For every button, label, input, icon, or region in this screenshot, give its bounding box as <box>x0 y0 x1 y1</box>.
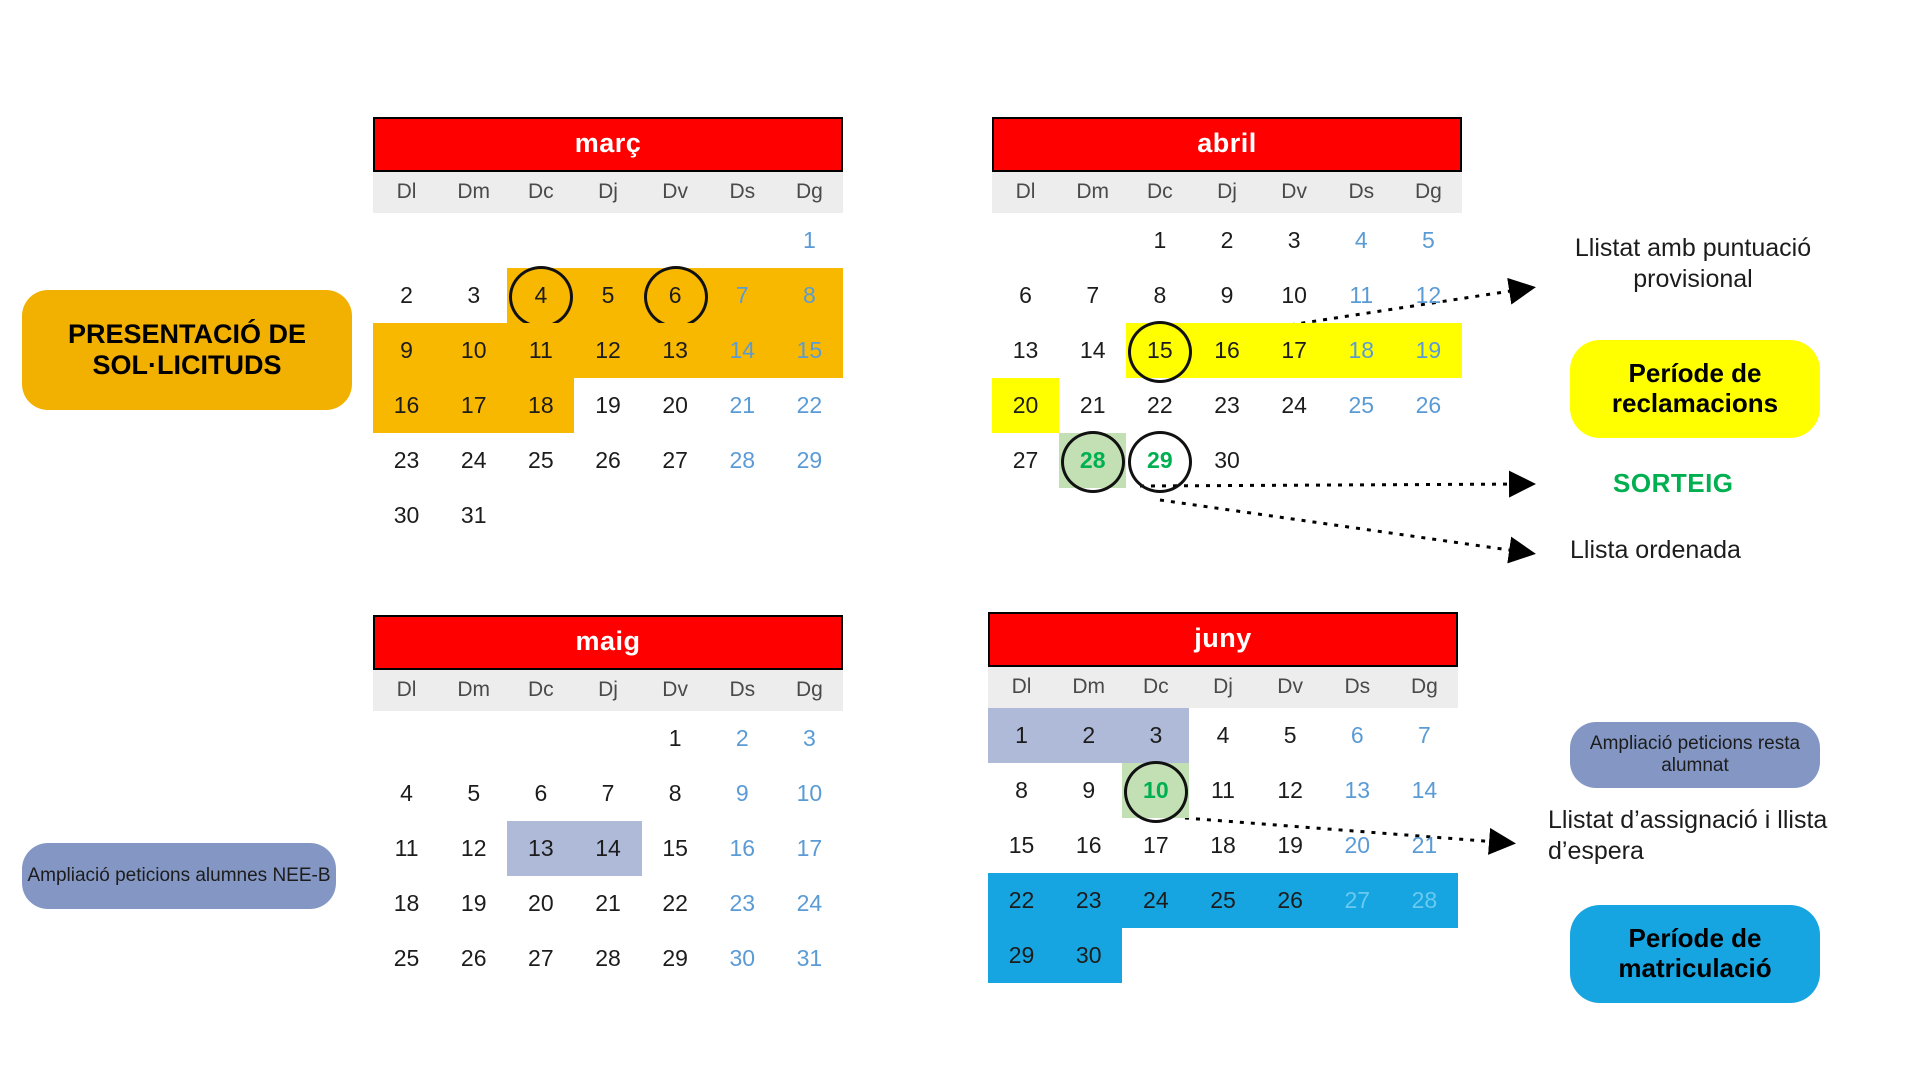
day-cell: 4 <box>1354 227 1368 253</box>
day-cell: 16 <box>1075 832 1102 858</box>
weekday-header: Dg <box>1395 172 1462 213</box>
day-cell: 8 <box>1015 777 1028 803</box>
day-cell-empty <box>709 488 776 543</box>
day-cell: 7 <box>1418 722 1431 748</box>
label-llistat-assignacio <box>1548 805 1848 868</box>
circle-annotation-icon <box>509 266 573 328</box>
circle-annotation-icon <box>1128 431 1192 493</box>
day-cell-empty <box>709 213 776 268</box>
day-cell: 10 <box>1122 763 1189 818</box>
day-cell: 21 <box>1079 392 1106 418</box>
weekday-header: Dv <box>1257 667 1324 708</box>
day-cell: 11 <box>394 835 419 861</box>
day-cell: 12 <box>574 323 641 378</box>
day-cell: 12 <box>1277 777 1303 803</box>
weekday-header: Dm <box>1055 667 1122 708</box>
day-cell: 10 <box>796 780 823 806</box>
day-cell: 29 <box>796 447 823 473</box>
day-cell: 23 <box>729 890 756 916</box>
calendar-title-maig: maig <box>373 615 843 670</box>
label-periode-matriculacio-text: Període de matriculació <box>1618 923 1772 983</box>
label-llista-ordenada-text: Llista ordenada <box>1570 536 1741 564</box>
day-cell: 2 <box>1220 227 1234 253</box>
day-cell: 9 <box>1082 777 1096 803</box>
day-cell: 29 <box>662 945 688 971</box>
label-llistat-assignacio-text: Llistat d’assignació i llista d’espera <box>1548 806 1828 866</box>
label-llista-ordenada <box>1570 535 1900 566</box>
weekday-header: Dc <box>507 670 574 711</box>
day-cell: 24 <box>1281 392 1307 418</box>
day-cell: 28 <box>729 447 756 473</box>
day-cell: 27 <box>662 447 688 473</box>
day-cell: 23 <box>393 447 420 473</box>
day-cell: 18 <box>1210 832 1236 858</box>
label-ampliacio-nee <box>22 843 336 909</box>
label-sorteig-text: SORTEIG <box>1613 468 1734 498</box>
day-cell: 13 <box>642 323 709 378</box>
day-cell-empty <box>507 213 574 268</box>
day-cell-empty <box>1122 928 1189 983</box>
day-cell: 15 <box>776 323 843 378</box>
day-cell: 9 <box>373 323 440 378</box>
day-cell: 12 <box>460 835 487 861</box>
day-cell: 2 <box>735 725 749 751</box>
day-cell-empty <box>1324 928 1391 983</box>
day-cell: 19 <box>1395 323 1462 378</box>
day-cell: 29 <box>988 928 1055 983</box>
day-cell-empty <box>1257 928 1324 983</box>
weekday-header: Dj <box>1189 667 1256 708</box>
weekday-header: Dg <box>776 172 843 213</box>
day-cell: 17 <box>440 378 507 433</box>
arrow-to-llista-ordenada <box>1160 500 1530 553</box>
day-cell: 18 <box>507 378 574 433</box>
day-cell-empty <box>776 488 843 543</box>
day-cell: 22 <box>796 392 823 418</box>
day-cell: 17 <box>796 835 823 861</box>
day-cell: 17 <box>1143 832 1169 858</box>
day-cell: 14 <box>574 821 641 876</box>
circle-annotation-icon <box>1124 761 1188 823</box>
day-cell: 25 <box>393 945 420 971</box>
day-cell: 14 <box>1079 337 1106 363</box>
day-cell: 5 <box>574 268 641 323</box>
label-ampliacio-nee-text: Ampliació peticions alumnes NEE-B <box>27 865 331 887</box>
calendar-title-abril: abril <box>992 117 1462 172</box>
day-cell: 13 <box>1344 777 1371 803</box>
day-cell: 1 <box>668 725 682 751</box>
day-cell: 20 <box>662 392 688 418</box>
weekday-header: Dl <box>373 670 440 711</box>
calendar-title-juny: juny <box>988 612 1458 667</box>
day-cell: 28 <box>1059 433 1126 488</box>
day-cell: 11 <box>1349 282 1374 308</box>
day-cell: 27 <box>1012 447 1039 473</box>
day-cell-empty <box>574 213 641 268</box>
label-llistat-puntuacio-provisional <box>1528 233 1858 296</box>
day-cell: 3 <box>1287 227 1301 253</box>
day-cell: 7 <box>709 268 776 323</box>
day-cell: 8 <box>1153 282 1167 308</box>
day-cell: 3 <box>467 282 481 308</box>
day-cell-empty <box>1395 433 1462 488</box>
calendar-abril <box>992 117 1462 488</box>
day-cell: 3 <box>1122 708 1189 763</box>
day-cell: 18 <box>393 890 420 916</box>
weekday-header: Ds <box>1324 667 1391 708</box>
day-cell: 26 <box>595 447 621 473</box>
day-cell: 1 <box>803 227 816 253</box>
day-cell: 31 <box>460 502 487 528</box>
day-cell: 1 <box>1153 227 1167 253</box>
weekday-header: Ds <box>1328 172 1395 213</box>
weekday-header: Dv <box>1261 172 1328 213</box>
day-cell: 29 <box>1126 433 1193 488</box>
label-periode-matriculacio <box>1570 905 1820 1003</box>
calendar-title-marc: març <box>373 117 843 172</box>
day-cell: 23 <box>1214 392 1240 418</box>
day-cell: 15 <box>1008 832 1035 858</box>
day-cell: 23 <box>1055 873 1122 928</box>
day-cell: 21 <box>595 890 621 916</box>
day-cell: 5 <box>467 780 481 806</box>
day-cell-empty <box>373 711 440 766</box>
day-cell: 6 <box>642 268 709 323</box>
day-cell: 22 <box>662 890 688 916</box>
day-cell: 2 <box>400 282 413 308</box>
day-cell: 11 <box>1211 777 1235 803</box>
weekday-header: Dc <box>1126 172 1193 213</box>
weekday-header: Dg <box>776 670 843 711</box>
calendar-grid-maig <box>373 670 843 986</box>
day-cell: 6 <box>534 780 548 806</box>
day-cell: 9 <box>735 780 749 806</box>
day-cell: 14 <box>1411 777 1438 803</box>
day-cell: 20 <box>992 378 1059 433</box>
day-cell: 27 <box>1324 873 1391 928</box>
day-cell: 26 <box>460 945 487 971</box>
day-cell: 28 <box>595 945 621 971</box>
day-cell: 25 <box>1348 392 1375 418</box>
day-cell: 1 <box>988 708 1055 763</box>
day-cell: 24 <box>796 890 823 916</box>
day-cell-empty <box>642 213 709 268</box>
weekday-header: Dm <box>440 172 507 213</box>
day-cell: 30 <box>393 502 420 528</box>
day-cell: 8 <box>776 268 843 323</box>
day-cell: 5 <box>1283 722 1297 748</box>
day-cell-empty <box>440 213 507 268</box>
day-cell-empty <box>1328 433 1395 488</box>
day-cell: 6 <box>1350 722 1364 748</box>
day-cell: 11 <box>507 323 574 378</box>
calendar-grid-juny <box>988 667 1458 983</box>
day-cell: 7 <box>1086 282 1100 308</box>
calendar-grid-marc <box>373 172 843 543</box>
day-cell: 24 <box>460 447 487 473</box>
day-cell: 20 <box>1344 832 1371 858</box>
day-cell: 4 <box>507 268 574 323</box>
day-cell: 25 <box>528 447 554 473</box>
day-cell: 30 <box>729 945 756 971</box>
circle-annotation-icon <box>1061 431 1125 493</box>
day-cell: 7 <box>601 780 615 806</box>
day-cell: 12 <box>1415 282 1442 308</box>
day-cell: 22 <box>1147 392 1173 418</box>
day-cell-empty <box>574 488 641 543</box>
day-cell: 16 <box>729 835 756 861</box>
label-periode-reclamacions <box>1570 340 1820 438</box>
weekday-header: Dm <box>440 670 507 711</box>
day-cell: 15 <box>662 835 688 861</box>
day-cell: 24 <box>1122 873 1189 928</box>
day-cell-empty <box>1261 433 1328 488</box>
day-cell: 26 <box>1257 873 1324 928</box>
day-cell: 15 <box>1126 323 1193 378</box>
day-cell: 4 <box>1216 722 1230 748</box>
circle-annotation-icon <box>644 266 708 328</box>
day-cell: 17 <box>1261 323 1328 378</box>
weekday-header: Dc <box>507 172 574 213</box>
day-cell: 19 <box>1277 832 1303 858</box>
day-cell-empty <box>1391 928 1458 983</box>
weekday-header: Dg <box>1391 667 1458 708</box>
day-cell: 13 <box>1012 337 1039 363</box>
label-periode-reclamacions-text: Període de reclamacions <box>1611 358 1779 418</box>
day-cell-empty <box>1059 213 1126 268</box>
label-llistat-puntuacio-text: Llistat amb puntuació provisional <box>1574 234 1812 294</box>
weekday-header: Ds <box>709 670 776 711</box>
day-cell: 18 <box>1328 323 1395 378</box>
day-cell: 3 <box>803 725 816 751</box>
day-cell: 2 <box>1055 708 1122 763</box>
weekday-header: Dc <box>1122 667 1189 708</box>
weekday-header: Dj <box>574 670 641 711</box>
day-cell: 9 <box>1220 282 1234 308</box>
day-cell: 6 <box>1019 282 1032 308</box>
day-cell: 27 <box>528 945 554 971</box>
calendar-juny <box>988 612 1458 983</box>
weekday-header: Dl <box>373 172 440 213</box>
day-cell: 8 <box>668 780 682 806</box>
day-cell-empty <box>992 213 1059 268</box>
day-cell: 30 <box>1214 447 1240 473</box>
day-cell: 31 <box>796 945 823 971</box>
calendar-marc <box>373 117 843 543</box>
label-sorteig <box>1613 468 1734 499</box>
day-cell: 25 <box>1189 873 1256 928</box>
weekday-header: Dv <box>642 670 709 711</box>
day-cell: 14 <box>709 323 776 378</box>
day-cell: 26 <box>1415 392 1442 418</box>
day-cell-empty <box>373 213 440 268</box>
weekday-header: Dv <box>642 172 709 213</box>
day-cell: 22 <box>988 873 1055 928</box>
day-cell-empty <box>507 488 574 543</box>
calendar-maig <box>373 615 843 986</box>
label-ampliacio-resta-text: Ampliació peticions resta alumnat <box>1589 733 1801 776</box>
day-cell: 10 <box>440 323 507 378</box>
weekday-header: Dl <box>992 172 1059 213</box>
day-cell: 21 <box>1411 832 1438 858</box>
weekday-header: Dl <box>988 667 1055 708</box>
day-cell-empty <box>507 711 574 766</box>
weekday-header: Ds <box>709 172 776 213</box>
day-cell: 20 <box>528 890 554 916</box>
weekday-header: Dm <box>1059 172 1126 213</box>
weekday-header: Dj <box>1193 172 1260 213</box>
day-cell: 4 <box>400 780 413 806</box>
label-presentacio-text: PRESENTACIÓ DE SOL·LICITUDS <box>67 318 307 380</box>
day-cell: 30 <box>1055 928 1122 983</box>
day-cell-empty <box>1189 928 1256 983</box>
day-cell: 16 <box>373 378 440 433</box>
day-cell: 19 <box>595 392 621 418</box>
day-cell: 13 <box>507 821 574 876</box>
day-cell: 10 <box>1281 282 1307 308</box>
label-presentacio-sollicituds <box>22 290 352 410</box>
weekday-header: Dj <box>574 172 641 213</box>
day-cell-empty <box>642 488 709 543</box>
calendar-grid-abril <box>992 172 1462 488</box>
circle-annotation-icon <box>1128 321 1192 383</box>
day-cell: 5 <box>1422 227 1435 253</box>
day-cell: 16 <box>1193 323 1260 378</box>
day-cell: 19 <box>460 890 487 916</box>
day-cell-empty <box>574 711 641 766</box>
day-cell: 28 <box>1391 873 1458 928</box>
day-cell-empty <box>440 711 507 766</box>
label-ampliacio-resta <box>1570 722 1820 788</box>
day-cell: 21 <box>729 392 756 418</box>
